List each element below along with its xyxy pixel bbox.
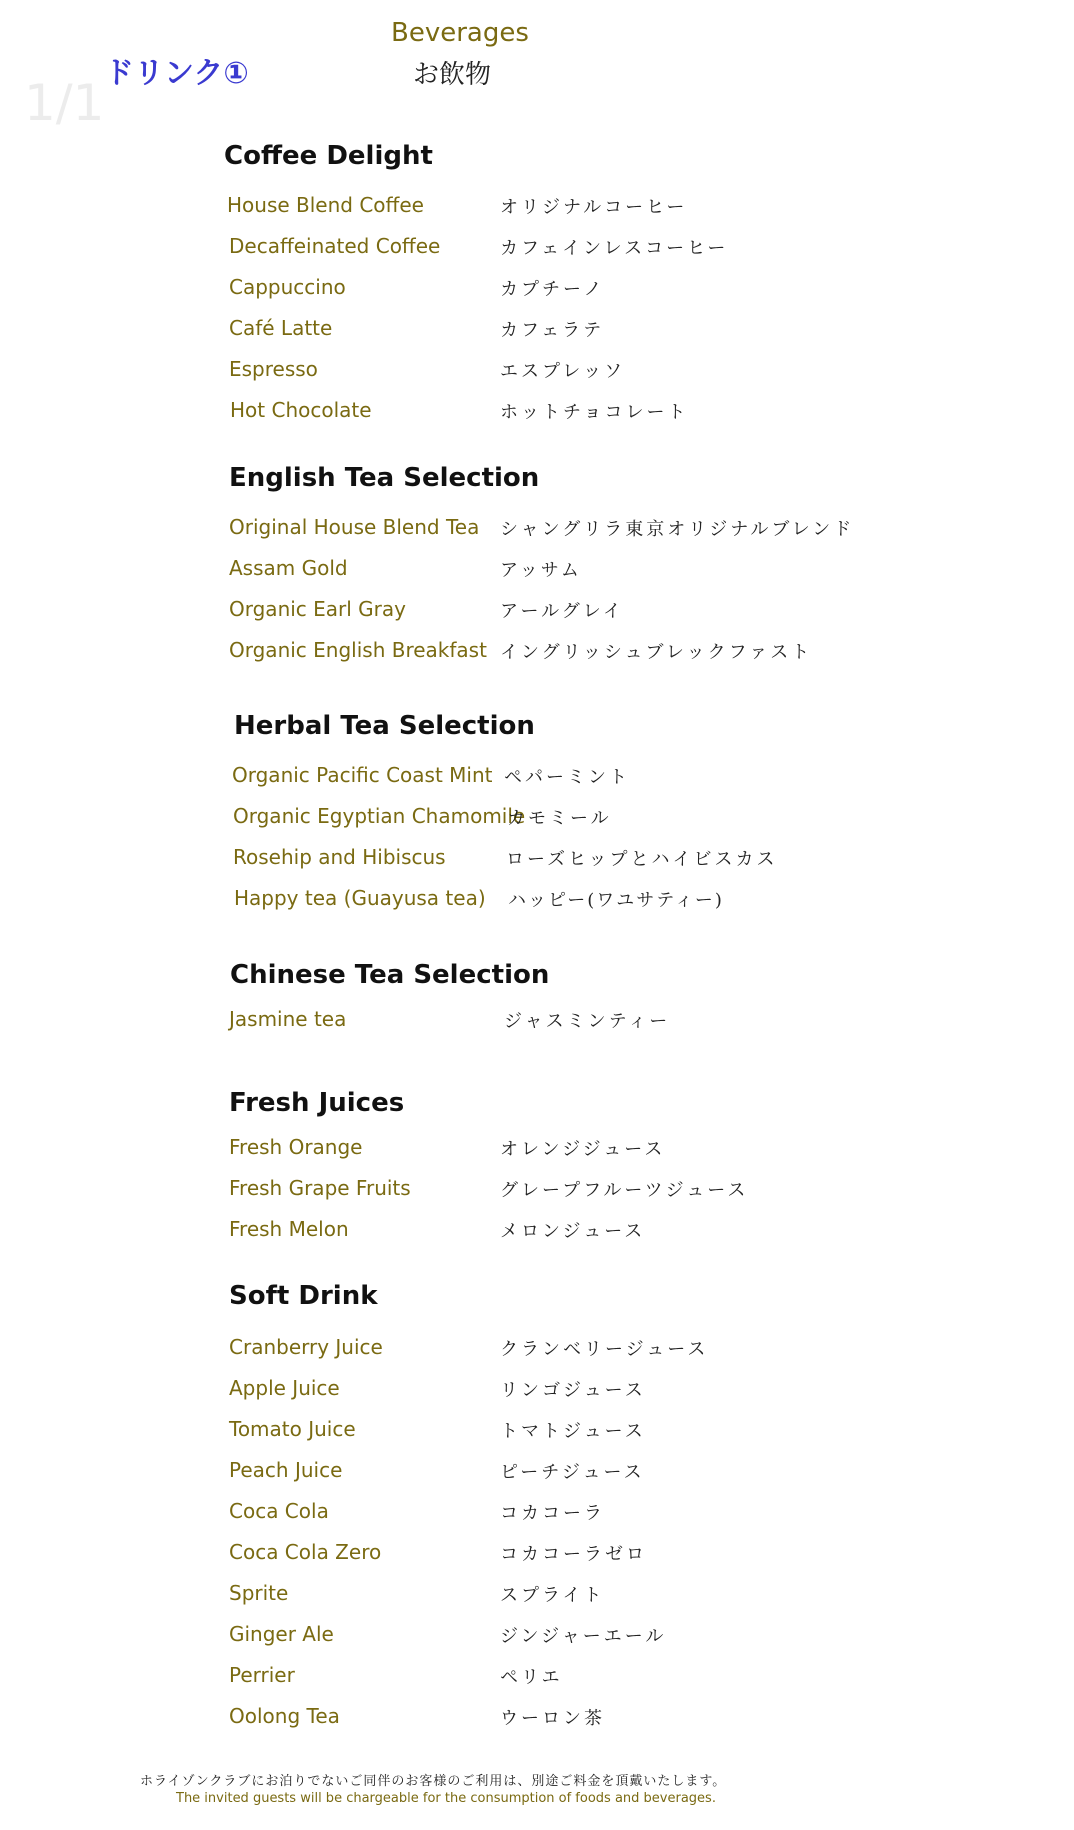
menu-item-name-jp: カフェインレスコーヒー xyxy=(500,238,729,259)
menu-item-name: Organic Pacific Coast Mint xyxy=(232,763,493,787)
menu-item-name-jp: シャングリラ東京オリジナルブレンド xyxy=(500,519,855,540)
menu-item-name-jp: イングリッシュブレックファスト xyxy=(500,642,813,663)
menu-item-name: Coca Cola xyxy=(229,1499,329,1523)
menu-item-name-jp: リンゴジュース xyxy=(500,1380,646,1401)
menu-item-name: Ginger Ale xyxy=(229,1622,334,1646)
menu-item-name-jp: ローズヒップとハイビスカス xyxy=(506,849,778,870)
menu-item-name-jp: ペパーミント xyxy=(504,767,630,788)
menu-item-name-jp: トマトジュース xyxy=(500,1421,646,1442)
section-title-fresh-juices: Fresh Juices xyxy=(229,1088,405,1118)
page-title: Beverages xyxy=(391,18,529,48)
menu-item-name: Café Latte xyxy=(229,316,333,340)
menu-item-name: Coca Cola Zero xyxy=(229,1540,382,1564)
section-title-coffee: Coffee Delight xyxy=(224,141,433,171)
menu-item-name-jp: オレンジジュース xyxy=(500,1139,666,1160)
menu-item-name-jp: メロンジュース xyxy=(500,1221,646,1242)
menu-item-name-jp: ジンジャーエール xyxy=(500,1626,667,1647)
menu-item-name: Tomato Juice xyxy=(229,1417,356,1441)
section-title-soft-drink: Soft Drink xyxy=(229,1281,378,1311)
menu-item-name: Rosehip and Hibiscus xyxy=(233,845,446,869)
menu-item-name-jp: グレープフルーツジュース xyxy=(500,1180,749,1201)
menu-item-name-jp: ピーチジュース xyxy=(500,1462,645,1483)
tab-label[interactable]: ドリンク① xyxy=(104,56,249,91)
menu-item-name: Organic English Breakfast xyxy=(229,638,487,662)
menu-item-name-jp: ウーロン茶 xyxy=(500,1708,605,1729)
section-title-herbal-tea: Herbal Tea Selection xyxy=(234,711,535,741)
menu-item-name-jp: カモミール xyxy=(507,808,612,829)
menu-item-name-jp: ジャスミンティー xyxy=(504,1011,671,1032)
page-title-jp: お飲物 xyxy=(413,60,492,90)
menu-item-name: Happy tea (Guayusa tea) xyxy=(234,886,486,910)
footer-note-jp: ホライゾンクラブにお泊りでないご同伴のお客様のご利用は、別途ご料金を頂戴いたします。 xyxy=(140,1774,727,1789)
menu-item-name: Espresso xyxy=(229,357,318,381)
menu-item-name-jp: カプチーノ xyxy=(500,279,605,300)
menu-item-name-jp: コカコーラ xyxy=(500,1503,605,1524)
menu-item-name-jp: アッサム xyxy=(500,560,582,581)
menu-item-name-jp: ハッピー(ワユサティー) xyxy=(508,890,724,911)
menu-item-name: Apple Juice xyxy=(229,1376,340,1400)
menu-item-name-jp: クランベリージュース xyxy=(500,1339,709,1360)
page-counter: 1/1 xyxy=(24,74,105,132)
menu-item-name: Assam Gold xyxy=(229,556,348,580)
menu-item-name: Decaffeinated Coffee xyxy=(229,234,441,258)
menu-item-name: Fresh Grape Fruits xyxy=(229,1176,411,1200)
menu-item-name: Sprite xyxy=(229,1581,289,1605)
menu-item-name-jp: アールグレイ xyxy=(500,601,624,622)
menu-item-name: Fresh Orange xyxy=(229,1135,363,1159)
menu-item-name-jp: カフェラテ xyxy=(500,320,605,341)
menu-item-name: Jasmine tea xyxy=(229,1007,347,1031)
menu-item-name: Cranberry Juice xyxy=(229,1335,383,1359)
menu-item-name-jp: ホットチョコレート xyxy=(500,402,689,423)
menu-item-name: Cappuccino xyxy=(229,275,346,299)
menu-item-name-jp: ペリエ xyxy=(500,1667,563,1688)
menu-item-name: Oolong Tea xyxy=(229,1704,340,1728)
menu-item-name: Perrier xyxy=(229,1663,295,1687)
menu-item-name: Organic Egyptian Chamomile xyxy=(233,804,526,828)
menu-item-name: Organic Earl Gray xyxy=(229,597,406,621)
menu-item-name: Fresh Melon xyxy=(229,1217,349,1241)
menu-item-name: Original House Blend Tea xyxy=(229,515,480,539)
section-title-english-tea: English Tea Selection xyxy=(229,463,540,493)
menu-item-name-jp: コカコーラゼロ xyxy=(500,1544,647,1565)
menu-item-name: Hot Chocolate xyxy=(230,398,372,422)
menu-item-name: Peach Juice xyxy=(229,1458,343,1482)
menu-item-name: House Blend Coffee xyxy=(227,193,424,217)
footer-note: The invited guests will be chargeable for the consumption of foods and beverages. xyxy=(176,1791,716,1806)
menu-item-name-jp: スプライト xyxy=(500,1585,605,1606)
menu-item-name-jp: オリジナルコーヒー xyxy=(500,197,688,218)
section-title-chinese-tea: Chinese Tea Selection xyxy=(230,960,550,990)
menu-item-name-jp: エスプレッソ xyxy=(500,361,626,382)
